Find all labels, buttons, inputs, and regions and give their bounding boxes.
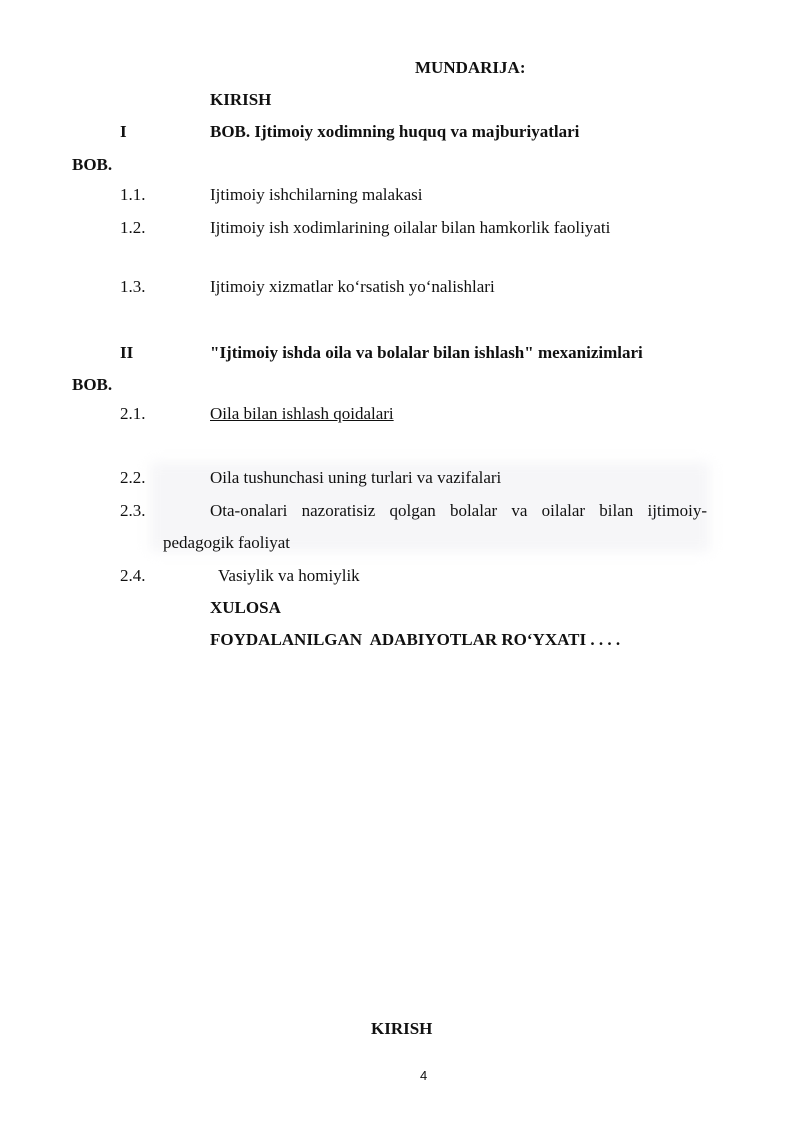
item-2-4-text[interactable]: Vasiylik va homiylik xyxy=(218,566,360,585)
toc-intro[interactable]: KIRISH xyxy=(210,90,272,109)
item-2-1-number: 2.1. xyxy=(120,404,146,423)
chapter1-bob: BOB. xyxy=(72,155,113,174)
item-2-3-text[interactable]: Ota-onalari nazoratisiz qolgan bolalar va oilalar bilan ijtimoiy- xyxy=(210,501,707,520)
item-1-3-number: 1.3. xyxy=(120,277,146,296)
item-2-3-text-continued: pedagogik faoliyat xyxy=(163,533,290,552)
item-2-2-text[interactable]: Oila tushunchasi uning turlari va vazifalari xyxy=(210,468,502,487)
toc-references[interactable]: FOYDALANILGAN ADABIYOTLAR RO‘YXATI . . . . xyxy=(210,630,621,649)
chapter2-number: II xyxy=(120,343,134,362)
item-2-2-number: 2.2. xyxy=(120,468,146,487)
item-2-1-link[interactable]: Oila bilan ishlash qoidalari xyxy=(210,404,394,423)
item-2-4-number: 2.4. xyxy=(120,566,146,585)
chapter1-number: I xyxy=(120,122,127,141)
page-number: 4 xyxy=(420,1068,428,1083)
chapter2-title[interactable]: "Ijtimoiy ishda oila va bolalar bilan ishlash" mexanizimlari xyxy=(210,343,643,362)
toc-title: MUNDARIJA: xyxy=(415,58,526,77)
item-1-3-text[interactable]: Ijtimoiy xizmatlar ko‘rsatish yo‘nalishlari xyxy=(210,277,495,296)
item-1-1-number: 1.1. xyxy=(120,185,146,204)
item-1-2-text[interactable]: Ijtimoiy ish xodimlarining oilalar bilan hamkorlik faoliyati xyxy=(210,218,611,237)
item-1-1-text[interactable]: Ijtimoiy ishchilarning malakasi xyxy=(210,185,423,204)
item-1-2-number: 1.2. xyxy=(120,218,146,237)
chapter2-bob: BOB. xyxy=(72,375,113,394)
chapter1-title[interactable]: BOB. Ijtimoiy xodimning huquq va majburiyatlari xyxy=(210,122,580,141)
item-2-3-number: 2.3. xyxy=(120,501,146,520)
section-heading-kirish: KIRISH xyxy=(371,1019,433,1038)
toc-conclusion[interactable]: XULOSA xyxy=(210,598,281,617)
